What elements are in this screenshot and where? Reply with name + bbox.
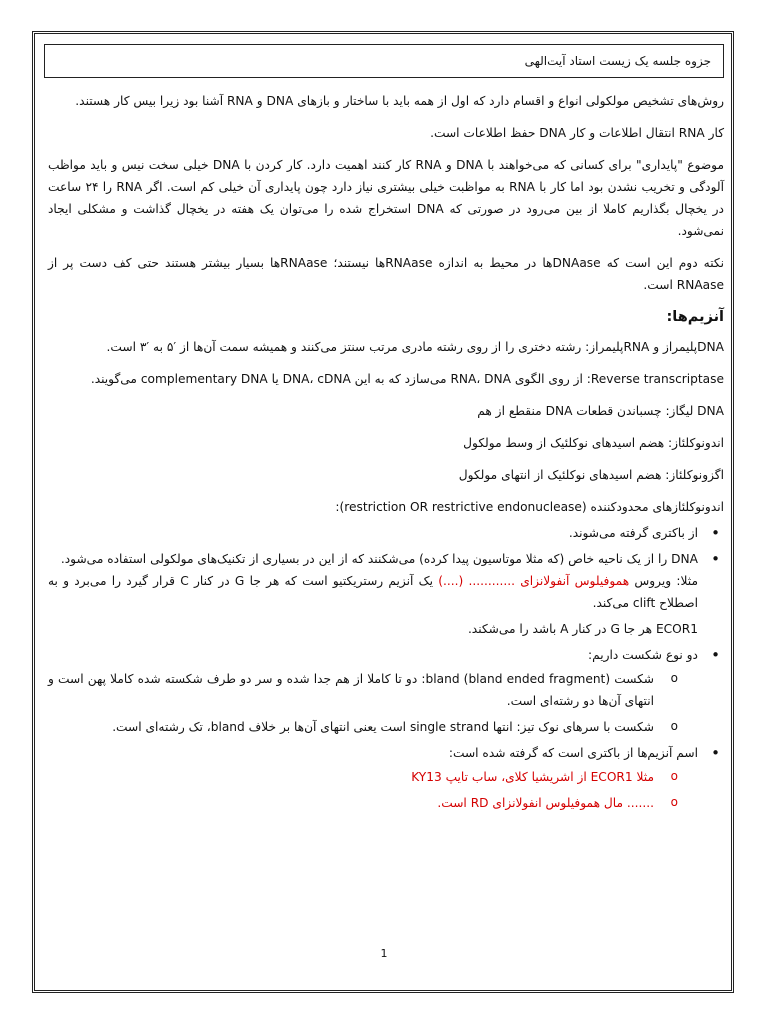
restriction-list: [48, 522, 724, 814]
sublist-item: o ....... مال هموفیلوس انفولانزای RD است.: [48, 792, 654, 814]
sublist-item: o شکست با سرهای نوک تیز: انتها single strand است یعنی انتهای آن‌ها بر خلاف bland، تک رشته‌ای است.: [48, 716, 654, 738]
list-item: • از باکتری گرفته می‌شوند.: [48, 522, 698, 544]
list-item-text: • DNA را از یک ناحیه خاص (که مثلا موتاسیون پیدا کرده) می‌شکنند که از این در بسیاری از تکنیک‌های مولکولی استفاده می‌شود.: [60, 552, 698, 566]
list-item: [48, 644, 698, 738]
example-suffix: یک آنزیم رستریکتیو است که هر جا G در کنار C قرار گیرد را می‌برد و به اصطلاح clift می‌کند.: [48, 574, 698, 610]
intro-paragraph-4: نکته دوم این است که DNAaseها در محیط به اندازه RNAaseها نیستند؛ RNAaseها بسیار بیشتر هستند حتی کف دست پر از RNAase است.: [48, 256, 724, 292]
document-body: [48, 90, 724, 818]
enzyme-polymerase: DNAپلیمراز و RNAپلیمراز: رشته دختری را از روی رشته مادری مرتب سنتز می‌کنند و همیشه سمت آن‌ها از ′۵ به ′۳ است.: [106, 340, 724, 354]
enzyme-restriction: اندونوکلئازهای محدودکننده (restriction OR restrictive endonuclease):: [335, 500, 724, 514]
example-prefix: مثلا: ویروس: [629, 574, 698, 588]
example-red-text: هموفیلوس آنفولانزای ............ (....): [438, 574, 630, 588]
intro-paragraph-2: کار RNA انتقال اطلاعات و کار DNA حفظ اطلاعات است.: [430, 126, 724, 140]
enzyme-endonuclease: اندونوکلئاز: هضم اسیدهای نوکلئیک از وسط مولکول: [463, 436, 724, 450]
enzyme-ligase: DNA لیگاز: چسباندن قطعات DNA منقطع از هم: [477, 404, 724, 418]
document-header: [44, 44, 724, 78]
list-item: [48, 742, 698, 814]
example-ecor1: ECOR1 هر جا G در کنار A باشد را می‌شکند.: [467, 622, 698, 636]
enzyme-reverse-transcriptase: Reverse transcriptase: از روی الگوی RNA، DNA می‌سازد که به این DNA، cDNA یا complementary DNA می‌گویند.: [90, 372, 724, 386]
sublist-item: o مثلا ECOR1 از اشریشیا کلای، ساب تایپ KY13: [48, 766, 654, 788]
page-title: جزوه جلسه یک زیست استاد آیت‌الهی: [524, 54, 711, 68]
example-haemophilus: [48, 570, 698, 614]
intro-paragraph-1: روش‌های تشخیص مولکولی انواع و اقسام دارد که اول از همه باید با ساختار و بازهای DNA و RNA آشنا بود زیرا بیس کار هستند.: [75, 94, 724, 108]
list-item-text: • اسم آنزیم‌ها از باکتری است که گرفته شده است:: [448, 746, 698, 760]
enzyme-exonuclease: اگزونوکلئاز: هضم اسیدهای نوکلئیک از انتهای مولکول: [458, 468, 724, 482]
sublist: [48, 668, 698, 738]
sublist-item: o شکست bland (bland ended fragment): دو تا کاملا از هم جدا شده و سر دو طرف شکسته شده کاملا پهن است و انتهای آن‌ها دو رشته‌ای است.: [48, 668, 654, 712]
list-item: [48, 548, 698, 640]
sublist: [48, 766, 698, 814]
intro-paragraph-3: موضوع "پایداری" برای کسانی که می‌خواهند با DNA و RNA کار کنند اهمیت دارد. کار کردن با DNA خیلی سخت نیس و باید مواظب آلودگی و تخریب نشدن بود اما کار با RNA به مواظبت خیلی بیشتری نیاز دارد چون پایداری آن خیلی کم است. اگر RNA را ۲۴ ساعت در یخچال بگذاریم کاملا از بین می‌رود در صورتی که DNA استخراج شده را می‌توان یک هفته در یخچال گذاشت و مشکلی ایجاد نمی‌شود.: [48, 158, 724, 238]
page-number: 1: [380, 947, 388, 960]
enzymes-heading: آنزیم‌ها:: [666, 309, 724, 325]
list-item-text: • دو نوع شکست داریم:: [588, 648, 698, 662]
